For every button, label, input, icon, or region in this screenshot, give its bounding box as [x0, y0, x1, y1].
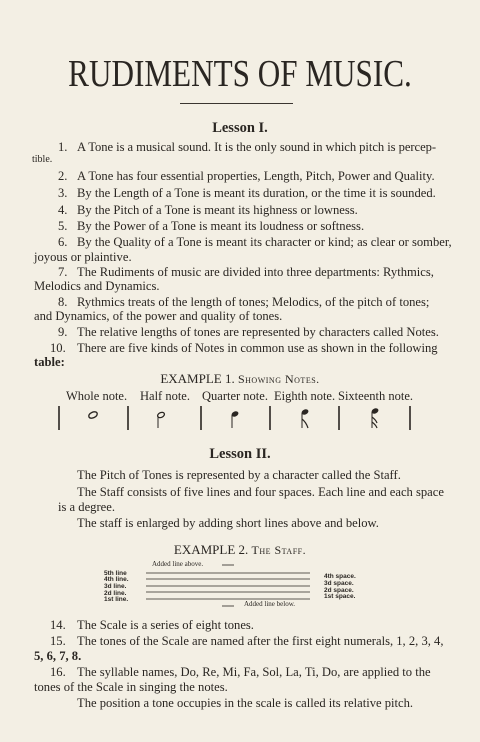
item-num: 14. — [50, 618, 66, 632]
item-text: Rythmics treats of the length of tones; Melodics, of the pitch of tones; — [77, 295, 430, 309]
quarter-note-icon — [231, 410, 240, 428]
item-num: 9. — [58, 325, 68, 339]
item-text: The relative lengths of tones are represented by characters called Notes. — [77, 325, 439, 339]
half-note-icon — [157, 411, 166, 428]
item-cont: tible. — [32, 154, 53, 165]
staff-space-label: 3d space. — [324, 580, 354, 587]
item-num: 6. — [58, 235, 68, 249]
staff-space-label: 1st space. — [324, 593, 356, 600]
note-label-half: Half note. — [140, 389, 190, 403]
example-2-caption: The Staff. — [251, 543, 307, 557]
item-num: 5. — [58, 219, 68, 233]
item-num: 3. — [58, 186, 68, 200]
lesson-2-p2: The Staff consists of five lines and four spaces. Each line and each space — [77, 485, 444, 499]
item-cont: 5, 6, 7, 8. — [34, 649, 82, 663]
staff-space-label: 4th space. — [324, 573, 356, 580]
lesson-2-p1: The Pitch of Tones is represented by a character called the Staff. — [77, 468, 401, 482]
item-text: By the Pitch of a Tone is meant its highness or lowness. — [77, 203, 358, 217]
item-num: 15. — [50, 634, 66, 648]
added-line-above-label: Added line above. — [152, 560, 204, 568]
item-num: 2. — [58, 169, 68, 183]
item-text: The syllable names, Do, Re, Mi, Fa, Sol, La, Ti, Do, are applied to the — [77, 665, 431, 679]
staff-diagram — [0, 560, 480, 610]
staff-line-label: 4th line. — [104, 576, 129, 583]
item-cont: joyous or plaintive. — [34, 250, 132, 264]
lesson-2-p3: The staff is enlarged by adding short lines above and below. — [77, 516, 379, 530]
item-num: 1. — [58, 140, 68, 154]
example-1-label: EXAMPLE 1. — [160, 371, 235, 386]
item-num: 16. — [50, 665, 66, 679]
item-cont: Melodics and Dynamics. — [34, 279, 160, 293]
example-2-heading — [0, 542, 480, 558]
note-label-sixteenth: Sixteenth note. — [338, 389, 413, 403]
item-num: 8. — [58, 295, 68, 309]
example-1-heading — [0, 371, 480, 387]
page-title: RUDIMENTS OF MUSIC. — [68, 53, 412, 95]
whole-note-icon — [88, 411, 99, 420]
staff-line-label: 5th line — [104, 570, 127, 577]
item-text: By the Power of a Tone is meant its loudness or softness. — [77, 219, 365, 233]
scale-last-line: The position a tone occupies in the scale is called its relative pitch. — [77, 696, 414, 710]
item-text: There are five kinds of Notes in common use as shown in the following — [77, 341, 438, 355]
added-line-below-label: Added line below. — [244, 600, 296, 608]
item-text: By the Quality of a Tone is meant its character or kind; as clear or somber, — [77, 235, 452, 249]
eighth-note-icon — [301, 408, 310, 428]
item-cont: table: — [34, 355, 65, 369]
item-text: By the Length of a Tone is meant its duration, or the time it is sounded. — [77, 186, 436, 200]
example-2-label: EXAMPLE 2. — [173, 542, 249, 557]
note-label-quarter: Quarter note. — [202, 389, 268, 403]
item-text: The Scale is a series of eight tones. — [77, 618, 254, 632]
title-rule — [180, 103, 293, 104]
note-table — [0, 404, 480, 434]
lesson-1-heading: Lesson I. — [212, 120, 268, 136]
note-label-eighth: Eighth note. — [274, 389, 336, 403]
staff-line-label: 1st line. — [104, 596, 129, 603]
item-text: The Rudiments of music are divided into three departments: Rythmics, — [77, 265, 434, 279]
staff-space-label: 2d space. — [324, 587, 354, 594]
lesson-2-heading: Lesson II. — [209, 446, 271, 462]
item-cont: tones of the Scale in singing the notes. — [34, 680, 228, 694]
note-label-whole: Whole note. — [66, 389, 128, 403]
item-text: The tones of the Scale are named after the first eight numerals, 1, 2, 3, 4, — [77, 634, 444, 648]
item-num: 10. — [50, 341, 66, 355]
item-cont: and Dynamics, of the power and quality of tones. — [34, 309, 283, 323]
staff-line-label: 3d line. — [104, 583, 127, 590]
item-text: A Tone is a musical sound. It is the only sound in which pitch is percep- — [77, 140, 437, 154]
lesson-2-p2-cont: is a degree. — [58, 500, 115, 514]
item-num: 4. — [58, 203, 68, 217]
sixteenth-note-icon — [371, 407, 380, 428]
item-text: A Tone has four essential properties, Length, Pitch, Power and Quality. — [77, 169, 435, 183]
example-1-caption: Showing Notes. — [237, 372, 320, 386]
staff-line-label: 2d line. — [104, 590, 127, 597]
item-num: 7. — [58, 265, 68, 279]
